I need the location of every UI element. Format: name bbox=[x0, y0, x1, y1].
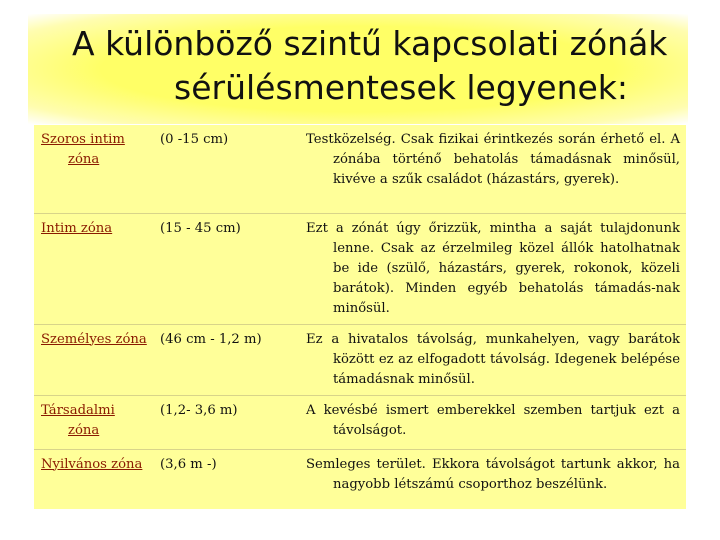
zone-name: Szoros intim zóna bbox=[41, 132, 125, 167]
zone-description: Ez a hivatalos távolság, munkahelyen, vagy barátok között ez az elfogadott távolság. Idegenek belépése támadásnak minősül. bbox=[306, 331, 680, 387]
zone-description: Semleges terület. Ekkora távolságot tartunk akkor, ha nagyobb létszámú csoporthoz beszélünk. bbox=[306, 456, 680, 492]
zone-description: Ezt a zónát úgy őrizzük, mintha a saját tulajdonunk lenne. Csak az érzelmileg közel állók hatolhatnak be ide (szülő, házastárs, gyerek, rokonok, közeli barátok). Minden egyéb behatolás támadás-nak minősül. bbox=[306, 220, 680, 316]
table-row bbox=[34, 125, 686, 213]
zones-table-container bbox=[34, 125, 686, 509]
table-row bbox=[34, 324, 686, 395]
zone-name: Társadalmi zóna bbox=[41, 402, 115, 438]
table-row bbox=[34, 449, 686, 511]
table-row bbox=[34, 213, 686, 324]
zone-description: Testközelség. Csak fizikai érintkezés során érhető el. A zónába történő behatolás támadásnak minősül, kivéve a szűk családot (házastárs, gyerek). bbox=[306, 132, 680, 187]
zone-distance: (1,2- 3,6 m) bbox=[160, 402, 238, 418]
slide-title-line-2: sérülésmentesek legyenek: bbox=[174, 68, 629, 107]
zone-distance: (46 cm - 1,2 m) bbox=[160, 331, 262, 347]
slide-title bbox=[28, 22, 688, 110]
zone-distance: (15 - 45 cm) bbox=[160, 220, 241, 236]
table-row bbox=[34, 395, 686, 449]
slide-title-line-1: A különböző szintű kapcsolati zónák bbox=[72, 24, 668, 63]
zone-name: Intim zóna bbox=[41, 220, 113, 236]
zone-distance: (0 -15 cm) bbox=[160, 132, 229, 147]
zone-name: Nyilvános zóna bbox=[41, 456, 143, 472]
zone-distance: (3,6 m -) bbox=[160, 456, 217, 472]
zones-table bbox=[34, 125, 686, 511]
zone-name: Személyes zóna bbox=[41, 331, 147, 347]
zone-description: A kevésbé ismert emberekkel szemben tartjuk ezt a távolságot. bbox=[306, 402, 680, 438]
